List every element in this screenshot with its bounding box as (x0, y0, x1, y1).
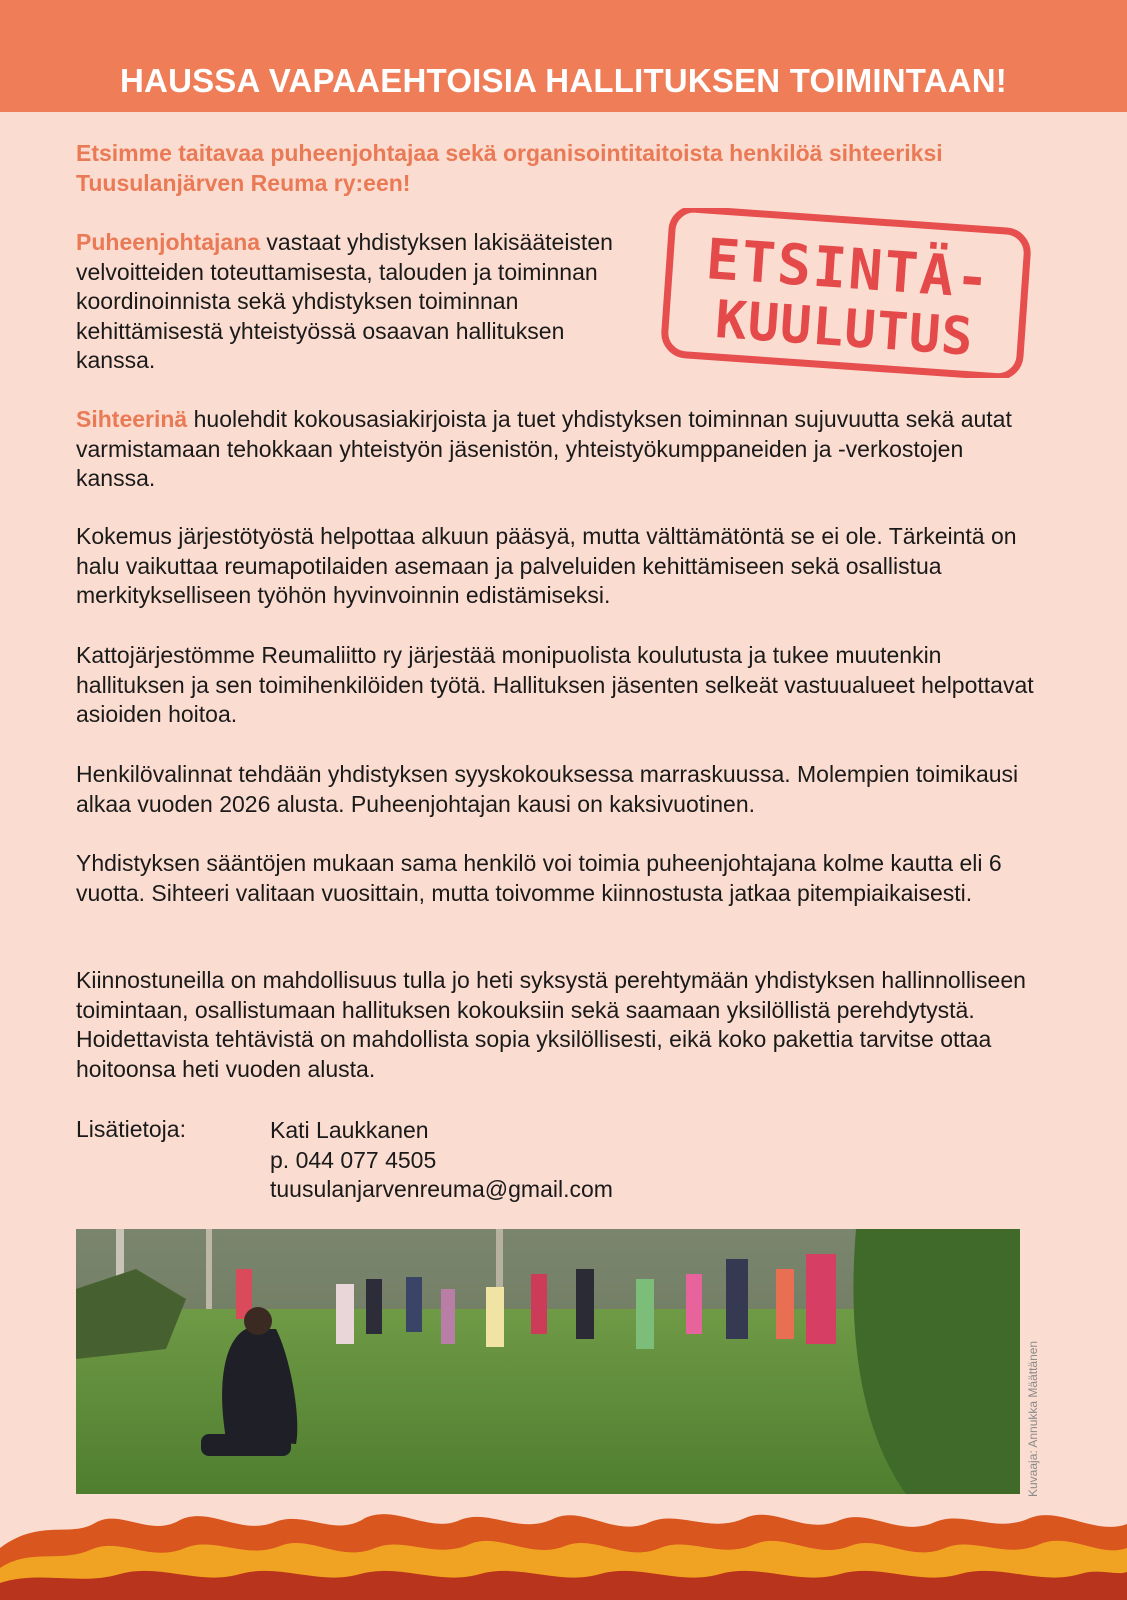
contact-label: Lisätietoja: (76, 1116, 186, 1142)
contact-email: tuusulanjarvenreuma@gmail.com (270, 1176, 613, 1202)
rules-paragraph: Yhdistyksen sääntöjen mukaan sama henkilö voi toimia puheenjohtajana kolme kautta eli 6 vuotta. Sihteeri valitaan vuosittain, mutta toivomme kiinnostusta jatkaa pitempiaikaisesti. (76, 850, 1002, 906)
photo-credit: Kuvaaja: Annukka Määttänen (1026, 1340, 1040, 1497)
secretary-lead: Sihteerinä (76, 406, 188, 432)
secretary-text: huolehdit kokousasiakirjoista ja tuet yhdistyksen toiminnan sujuvuutta sekä autat varmistamaan tehokkaan yhteistyön jäsenistön, yhteistyökumppaneiden ja -verkostojen kanssa. (76, 406, 1012, 491)
intro-text: Etsimme taitavaa puheenjohtajaa sekä organisointitaitoista henkilöä sihteeriksi Tuusulanjärven Reuma ry:een! (76, 140, 943, 196)
stamp-line-2: KUULUTUS (713, 289, 976, 368)
header-banner (0, 0, 1127, 112)
search-notice-stamp (660, 208, 1034, 378)
chair-paragraph (76, 228, 646, 376)
experience-paragraph: Kokemus järjestötyöstä helpottaa alkuun pääsyä, mutta välttämätöntä se ei ole. Tärkeintä on halu vaikuttaa reumapotilaiden asemaan ja palveluiden kehittämiseen sekä osallistua merkitykselliseen työhön hyvinvoinnin edistämiseksi. (76, 523, 1017, 608)
autumn-leaves-border (0, 1508, 1127, 1600)
page-title: HAUSSA VAPAAEHTOISIA HALLITUKSEN TOIMINTAAN! (120, 62, 1007, 99)
contact-block (270, 1116, 613, 1205)
chair-lead: Puheenjohtajana (76, 229, 261, 255)
orientation-paragraph: Kiinnostuneilla on mahdollisuus tulla jo heti syksystä perehtymään yhdistyksen hallinnolliseen toimintaan, osallistumaan hallituksen kokouksiin sekä saamaan yksilöllistä perehdytystä. Hoidettavista tehtävistä on mahdollista sopia yksilöllisesti, eikä koko pakettia tarvitse ottaa hoitoonsa heti vuoden alusta. (76, 967, 1026, 1082)
secretary-paragraph (76, 405, 1036, 494)
contact-name: Kati Laukkanen (270, 1117, 429, 1143)
stamp-line-1: ETSINTÄ- (703, 227, 994, 312)
contact-phone: p. 044 077 4505 (270, 1146, 437, 1173)
umbrella-org-paragraph: Kattojärjestömme Reumaliitto ry järjestää monipuolista koulutusta ja tukee muutenkin hallituksen ja sen toimihenkilöiden työtä. Hallituksen jäsenten selkeät vastuualueet helpottavat asioiden hoitoa. (76, 642, 1034, 727)
group-exercise-photo (76, 1229, 1020, 1494)
chair-text: vastaat yhdistyksen lakisääteisten velvoitteiden toteuttamisesta, talouden ja toiminnan koordinoinnista sekä yhdistyksen toiminnan kehittämisestä yhteistyössä osaavan hallituksen kanssa. (76, 229, 613, 373)
elections-paragraph: Henkilövalinnat tehdään yhdistyksen syyskokouksessa marraskuussa. Molempien toimikausi alkaa vuoden 2026 alusta. Puheenjohtajan kausi on kaksivuotinen. (76, 761, 1019, 817)
